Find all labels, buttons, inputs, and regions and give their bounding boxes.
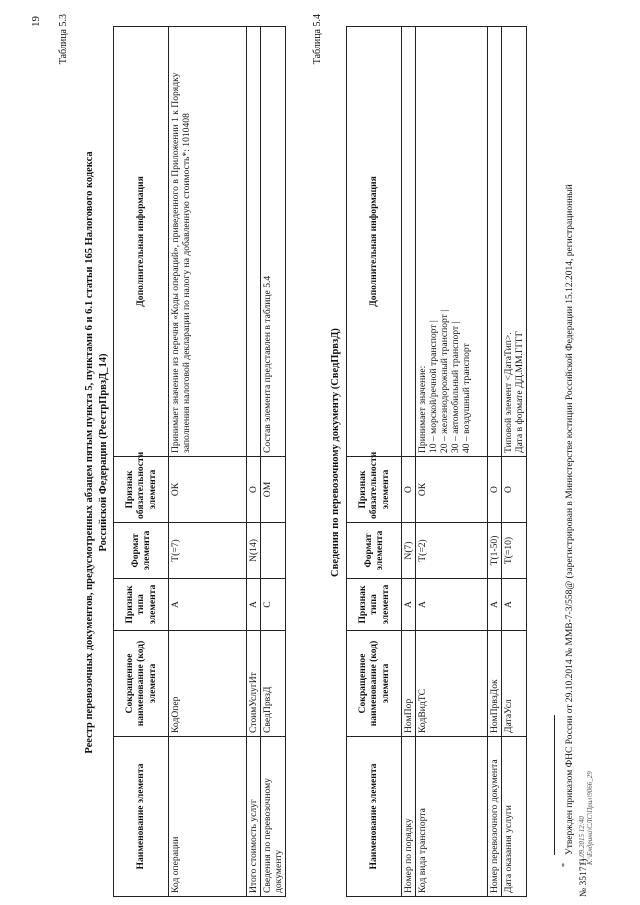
cell-info xyxy=(247,27,261,457)
cell-type: А xyxy=(416,579,488,631)
header-additional-info: Дополнительная информация xyxy=(114,27,169,457)
cell-type: А xyxy=(402,579,416,631)
cell-code: НомПор xyxy=(402,631,416,737)
cell-type: А xyxy=(488,579,502,631)
footnote-divider xyxy=(554,715,555,855)
cell-name: Код операции xyxy=(169,737,247,897)
header-element-type: Признак типа элемента xyxy=(114,579,169,631)
header-element-type: Признак типа элемента xyxy=(347,579,402,631)
table-row xyxy=(247,27,261,897)
cell-name: Номер по порядку xyxy=(402,737,416,897)
table-5-3 xyxy=(113,26,286,897)
cell-type: А xyxy=(247,579,261,631)
header-element-name: Наименование элемента xyxy=(114,737,169,897)
cell-required: О xyxy=(502,457,527,523)
table-row xyxy=(502,27,527,897)
cell-name: Код вида транспорта xyxy=(416,737,488,897)
cell-format: Т(1-50) xyxy=(488,523,502,579)
cell-info: Принимает значение: 10 – морской/речной транспорт | 20 – железнодорожный транспорт | 30 – автомобильный транспорт | 40 – воздушный транспорт xyxy=(416,27,488,457)
cell-code: КодОпер xyxy=(169,631,247,737)
cell-info xyxy=(488,27,502,457)
table-row xyxy=(169,27,247,897)
table-row xyxy=(488,27,502,897)
cell-info: Принимает значение из перечня «Коды операций», приведенного в Приложении 1 к Порядку заполнения налоговой декларации по налогу на добавленную стоимость*: 1010408 xyxy=(169,27,247,457)
cell-format xyxy=(261,523,286,579)
cell-code: НомПрвзДок xyxy=(488,631,502,737)
header-additional-info: Дополнительная информация xyxy=(347,27,402,457)
cell-info xyxy=(402,27,416,457)
table-5-4-header-row xyxy=(347,27,402,897)
cell-name: Сведения по перевозочному документу xyxy=(261,737,286,897)
stamp-line2: К:\Ендрина\СЛС\Прил\9066_29 xyxy=(586,771,594,865)
table-5-3-caption: Таблица 5.3 xyxy=(58,14,69,65)
table-5-4 xyxy=(346,26,527,897)
table-5-3-header-row xyxy=(114,27,169,897)
cell-code: ДатаУсл xyxy=(502,631,527,737)
cell-name: Итого стоимость услуг xyxy=(247,737,261,897)
header-element-name: Наименование элемента xyxy=(347,737,402,897)
cell-format: Т(=7) xyxy=(169,523,247,579)
cell-type: А xyxy=(169,579,247,631)
cell-format: Т(=2) xyxy=(416,523,488,579)
table-5-4-caption: Таблица 5.4 xyxy=(312,14,323,65)
table-5-3-title-line1: Реестр перевозочных документов, предусмотренных абзацем пятым пункта 5, пунктами 6 и 6.1 статьи 165 Налогового кодекса xyxy=(84,151,95,754)
header-element-format: Формат элемента xyxy=(347,523,402,579)
cell-name: Номер перевозочного документа xyxy=(488,737,502,897)
table-5-3-title-line2: Российской Федерации (РеестрПрвзД_14) xyxy=(98,353,109,552)
header-element-required: Признак обязательности элемента xyxy=(114,457,169,523)
header-element-code: Сокращенное наименование (код) элемента xyxy=(114,631,169,737)
footnote-line1: Утвержден приказом ФНС России от 29.10.2014 № ММВ-7-3/558@ (зарегистрирован в Министерстве юстиции Российской Федерации 15.12.2014, регистрационный xyxy=(565,184,575,855)
footnote-marker: * xyxy=(560,863,569,867)
cell-type: А xyxy=(502,579,527,631)
cell-required: О xyxy=(488,457,502,523)
table-row xyxy=(402,27,416,897)
cell-type: С xyxy=(261,579,286,631)
cell-required: О xyxy=(247,457,261,523)
cell-code: СведПрвзД xyxy=(261,631,286,737)
cell-info: Состав элемента представлен в таблице 5.4 xyxy=(261,27,286,457)
cell-required: ОК xyxy=(169,457,247,523)
table-row xyxy=(261,27,286,897)
cell-required: ОМ xyxy=(261,457,286,523)
table-row xyxy=(416,27,488,897)
cell-format: N(14) xyxy=(247,523,261,579)
cell-required: О xyxy=(402,457,416,523)
header-element-format: Формат элемента xyxy=(114,523,169,579)
header-element-code: Сокращенное наименование (код) элемента xyxy=(347,631,402,737)
footnote-line2: № 35171) xyxy=(579,858,589,897)
cell-code: КодВидТС xyxy=(416,631,488,737)
cell-code: СтоимУслугИт xyxy=(247,631,261,737)
cell-format: Т(=10) xyxy=(502,523,527,579)
cell-name: Дата оказания услуги xyxy=(502,737,527,897)
cell-required: ОК xyxy=(416,457,488,523)
page-number: 19 xyxy=(30,16,42,27)
header-element-required: Признак обязательности элемента xyxy=(347,457,402,523)
cell-info: Типовой элемент <ДатаТип>. Дата в формате ДД.ММ.ГГГГ xyxy=(502,27,527,457)
cell-format: N(7) xyxy=(402,523,416,579)
table-5-4-title: Сведения по перевозочному документу (СведПрвзД) xyxy=(330,328,341,577)
stamp-line1: 11.09.2015 12:40 xyxy=(578,815,586,865)
